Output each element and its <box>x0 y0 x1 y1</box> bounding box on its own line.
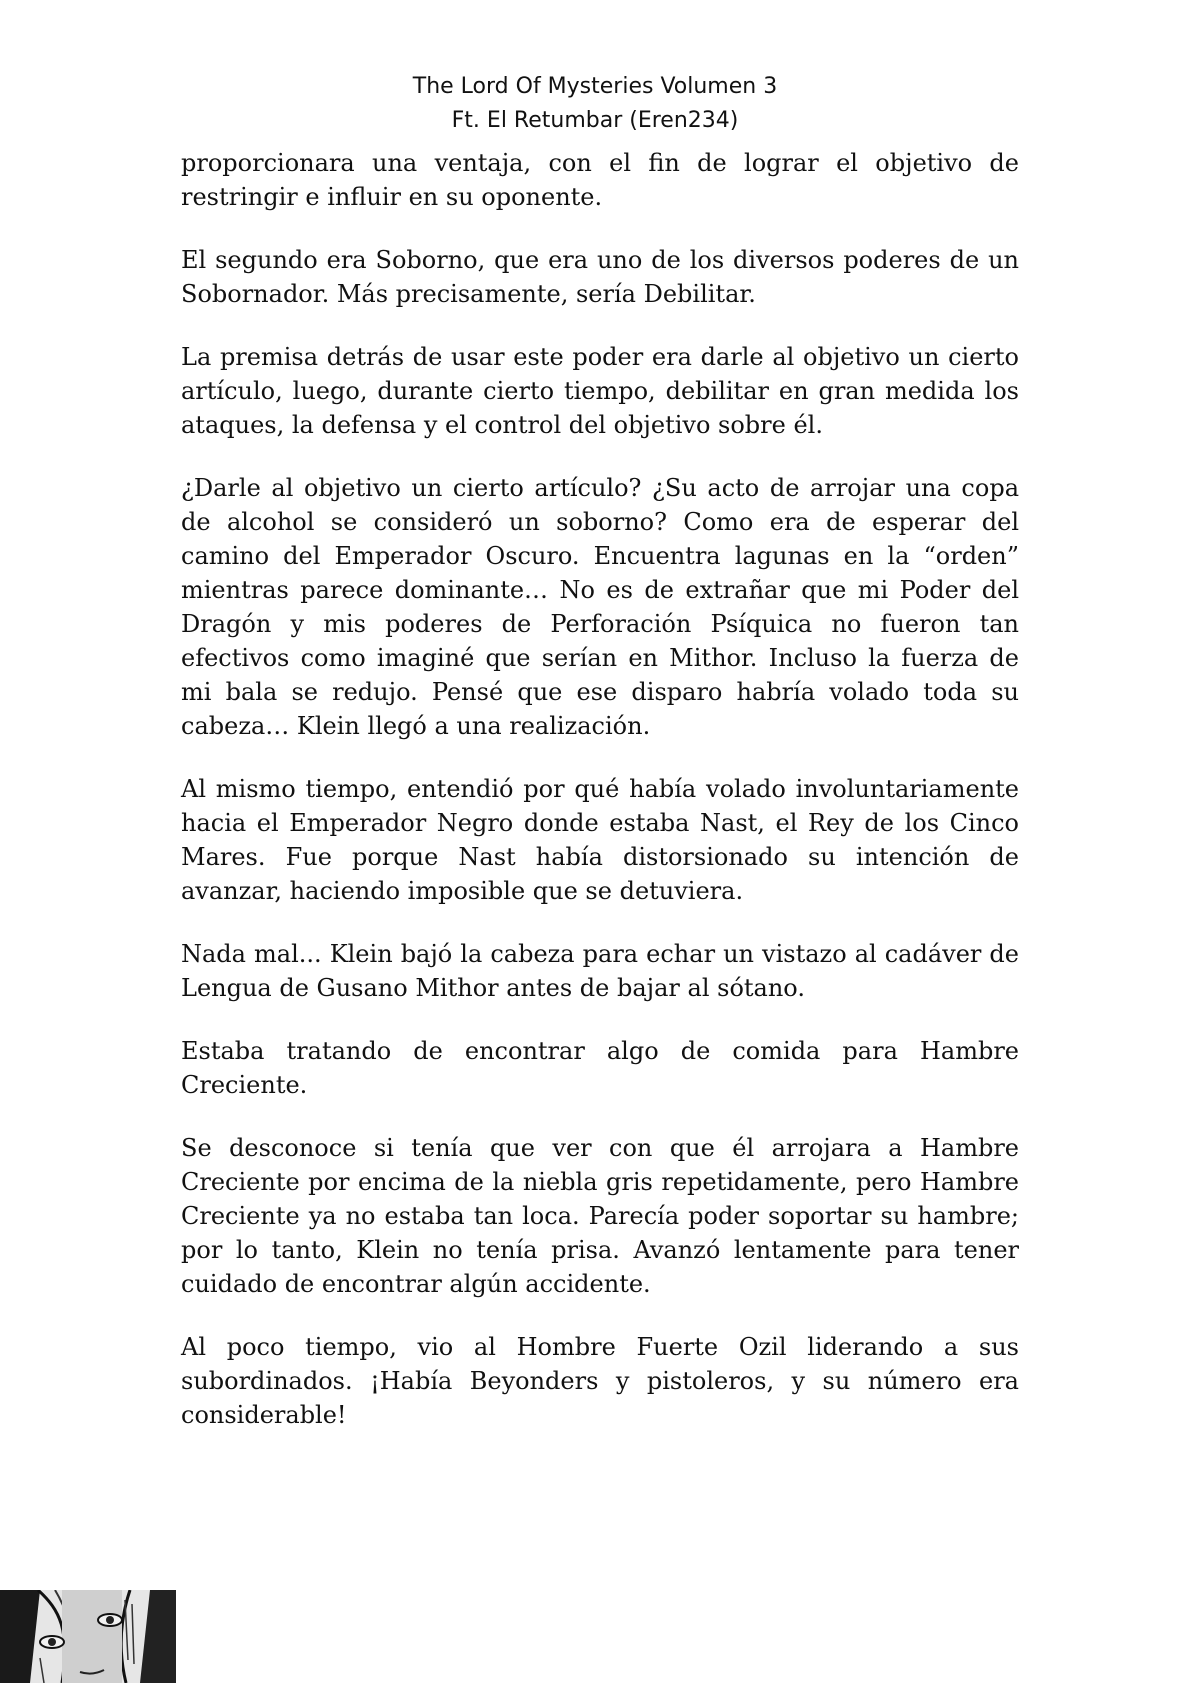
header-credit: Ft. El Retumbar (Eren234) <box>451 108 739 133</box>
paragraph: Nada mal... Klein bajó la cabeza para echar un vistazo al cadáver de Lengua de Gusano Mithor antes de bajar al sótano. <box>181 940 1019 1002</box>
page-header <box>0 70 1190 138</box>
manga-illustration <box>0 1590 176 1683</box>
paragraph: La premisa detrás de usar este poder era darle al objetivo un cierto artículo, luego, durante cierto tiempo, debilitar en gran medida los ataques, la defensa y el control del objetivo sobre él. <box>181 343 1019 439</box>
paragraph: ¿Darle al objetivo un cierto artículo? ¿Su acto de arrojar una copa de alcohol se consideró un soborno? Como era de esperar del camino del Emperador Oscuro. Encuentra lagunas en la “orden” mientras parece dominante… No es de extrañar que mi Poder del Dragón y mis poderes de Perforación Psíquica no fueron tan efectivos como imaginé que serían en Mithor. Incluso la fuerza de mi bala se redujo. Pensé que ese disparo habría volado toda su cabeza… Klein llegó a una realización. <box>181 474 1019 740</box>
paragraph: proporcionara una ventaja, con el fin de lograr el objetivo de restringir e influir en su oponente. <box>181 149 1019 211</box>
header-title: The Lord Of Mysteries Volumen 3 <box>412 74 778 99</box>
chapter-body <box>181 146 1019 1461</box>
paragraph: Al mismo tiempo, entendió por qué había volado involuntariamente hacia el Emperador Negro donde estaba Nast, el Rey de los Cinco Mares. Fue porque Nast había distorsionado su intención de avanzar, haciendo imposible que se detuviera. <box>181 775 1019 905</box>
paragraph: Se desconoce si tenía que ver con que él arrojara a Hambre Creciente por encima de la niebla gris repetidamente, pero Hambre Creciente ya no estaba tan loca. Parecía poder soportar su hambre; por lo tanto, Klein no tenía prisa. Avanzó lentamente para tener cuidado de encontrar algún accidente. <box>181 1134 1019 1298</box>
paragraph: El segundo era Soborno, que era uno de los diversos poderes de un Sobornador. Más precisamente, sería Debilitar. <box>181 246 1019 308</box>
paragraph: Al poco tiempo, vio al Hombre Fuerte Ozil liderando a sus subordinados. ¡Había Beyonders y pistoleros, y su número era considerable! <box>181 1333 1019 1429</box>
paragraph: Estaba tratando de encontrar algo de comida para Hambre Creciente. <box>181 1037 1019 1099</box>
